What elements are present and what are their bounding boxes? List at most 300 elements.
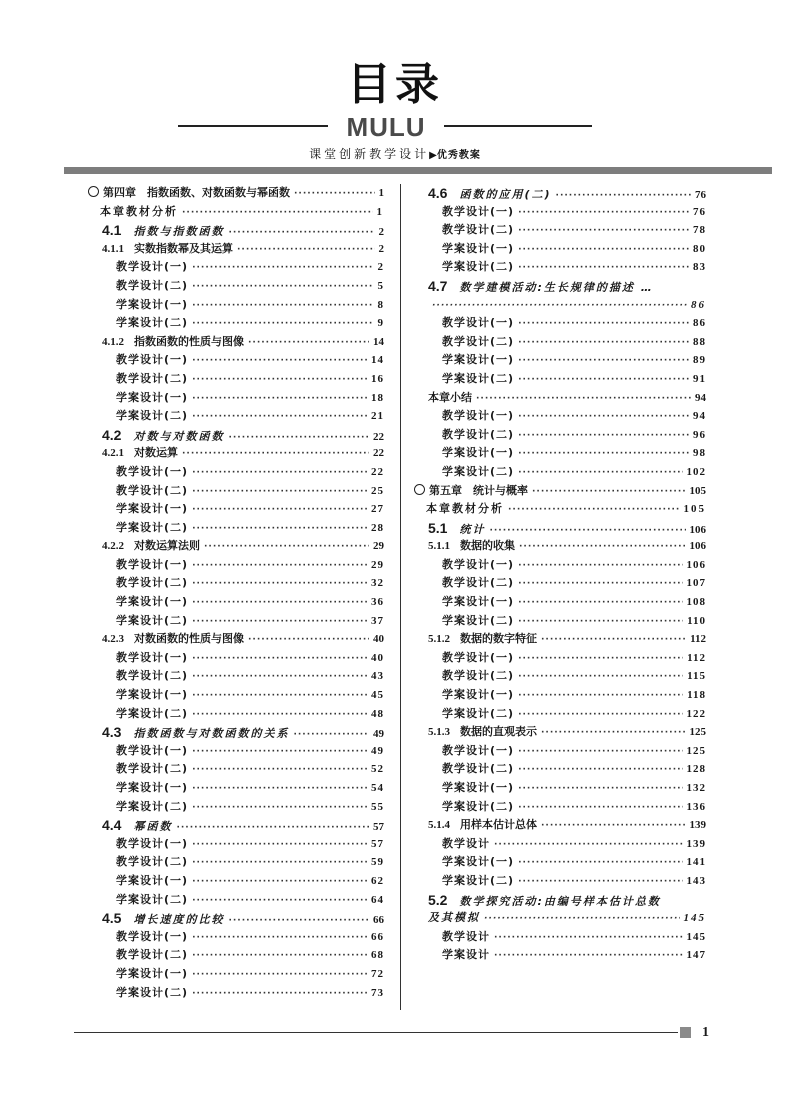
section-title: 对数运算法则 <box>134 539 200 553</box>
section-number: 5.1.3 <box>428 726 450 739</box>
toc-entry-title: 教学设计(二) <box>116 483 189 497</box>
dot-leader <box>494 947 683 965</box>
dot-leader <box>518 873 682 891</box>
toc-page-number: 136 <box>686 800 706 813</box>
dot-leader <box>192 278 373 296</box>
toc-entry[interactable] <box>88 407 384 426</box>
toc-entry[interactable] <box>414 482 706 501</box>
toc-entry[interactable] <box>88 537 384 556</box>
section-number: 4.2.3 <box>102 633 124 646</box>
toc-page-number: 8 <box>377 298 384 311</box>
toc-page-number: 66 <box>371 930 384 943</box>
section-number: 5.2 <box>428 891 448 908</box>
toc-entry-title: 学案设计(二) <box>116 706 189 720</box>
toc-entry[interactable] <box>88 463 384 482</box>
toc-page-number: 54 <box>371 782 384 794</box>
toc-entry-title: 教学设计(一) <box>116 353 189 367</box>
toc-entry[interactable] <box>88 482 384 501</box>
toc-entry[interactable] <box>414 184 706 203</box>
toc-entry[interactable] <box>414 798 706 817</box>
dot-leader <box>192 297 373 315</box>
toc-entry[interactable] <box>88 593 384 612</box>
toc-entry-title <box>428 630 537 649</box>
toc-entry[interactable] <box>88 277 384 296</box>
section-number: 4.7 <box>428 277 448 294</box>
toc-entry-title: 教学设计(一) <box>116 260 189 274</box>
dot-leader <box>508 501 680 519</box>
toc-entry-title: 教学设计(一) <box>442 409 515 423</box>
toc-right-column <box>414 184 706 965</box>
toc-page-number: 49 <box>371 744 384 757</box>
dot-leader <box>228 912 369 928</box>
dot-leader <box>192 743 367 761</box>
toc-entry[interactable] <box>88 240 384 259</box>
toc-entry[interactable] <box>414 760 706 779</box>
toc-entry-title <box>102 333 244 352</box>
toc-page-number: 40 <box>373 633 384 646</box>
toc-entry[interactable] <box>88 296 384 315</box>
section-number: 4.5 <box>102 910 122 927</box>
dot-leader <box>432 297 687 315</box>
toc-entry[interactable] <box>88 816 384 835</box>
section-number: 4.3 <box>102 724 122 741</box>
section-number: 4.2.2 <box>102 540 124 553</box>
dot-leader <box>556 187 691 203</box>
toc-entry-title: 本章教材分析 <box>100 204 178 218</box>
section-number: 4.1.1 <box>102 242 124 255</box>
dot-leader <box>192 259 373 277</box>
dot-leader <box>518 352 689 370</box>
toc-entry-title: 学案设计(二) <box>116 892 189 906</box>
dot-leader <box>192 799 367 817</box>
toc-entry[interactable] <box>88 760 384 779</box>
toc-entry-title: 教学设计(一) <box>116 743 189 757</box>
dot-leader <box>192 352 367 370</box>
toc-entry-title <box>428 519 485 538</box>
toc-entry[interactable] <box>414 296 706 315</box>
toc-entry[interactable] <box>414 742 706 761</box>
dot-leader <box>192 390 367 408</box>
toc-entry-title: 教学设计(一) <box>442 743 515 757</box>
dot-leader <box>192 408 367 426</box>
header-bar <box>64 167 772 174</box>
subtitle-text: 课堂创新教学设计 <box>309 147 430 161</box>
toc-entry-title: 学案设计(一) <box>442 781 515 794</box>
dot-leader <box>192 985 367 1003</box>
toc-entry[interactable] <box>414 463 706 482</box>
toc-entry[interactable] <box>414 389 706 408</box>
toc-page-number: 88 <box>693 335 706 348</box>
toc-entry[interactable] <box>414 277 706 296</box>
dot-leader <box>192 966 367 984</box>
dot-leader <box>518 799 682 817</box>
dot-leader <box>192 315 373 333</box>
toc-entry[interactable] <box>414 407 706 426</box>
toc-entry-title: 学案设计(二) <box>116 316 189 330</box>
toc-page-number: 52 <box>371 763 384 776</box>
toc-entry[interactable] <box>88 928 384 947</box>
toc-entry[interactable] <box>88 333 384 352</box>
toc-entry[interactable] <box>88 779 384 798</box>
toc-page-number: 128 <box>686 763 706 776</box>
dot-leader <box>192 668 367 686</box>
toc-entry[interactable] <box>88 389 384 408</box>
dot-leader <box>192 594 367 612</box>
toc-entry-title <box>102 909 224 928</box>
column-divider <box>400 184 401 1010</box>
toc-page-number: 108 <box>686 596 706 609</box>
toc-entry-title: 教学设计(一) <box>442 557 515 571</box>
toc-page-number: 73 <box>371 986 384 999</box>
toc-entry[interactable] <box>414 909 706 928</box>
toc-page-number: 118 <box>687 689 706 702</box>
toc-entry-title: 教学设计(二) <box>116 278 189 292</box>
dot-leader <box>518 315 689 333</box>
toc-page-number: 112 <box>687 651 706 664</box>
section-number: 4.4 <box>102 817 122 834</box>
toc-page-number: 49 <box>373 728 384 741</box>
toc-entry[interactable] <box>414 314 706 333</box>
dot-leader <box>192 947 367 965</box>
toc-entry-title: 教学设计(一) <box>116 650 189 664</box>
toc-entry[interactable] <box>414 928 706 947</box>
toc-entry-title: 教学设计(二) <box>442 223 515 237</box>
subtitle-tag: 优秀教案 <box>436 150 481 161</box>
toc-page-number: 5 <box>377 279 384 292</box>
toc-page-number: 22 <box>373 430 384 443</box>
toc-entry[interactable] <box>414 444 706 463</box>
toc-entry-title: 教学设计(二) <box>442 427 515 441</box>
toc-entry-title <box>428 816 537 835</box>
toc-entry[interactable] <box>414 574 706 593</box>
mulu-rule-left <box>178 125 328 127</box>
dot-leader <box>192 929 367 947</box>
toc-entry-title: 学案设计(二) <box>442 706 515 720</box>
toc-page-number: 91 <box>693 372 706 385</box>
toc-entry[interactable] <box>88 649 384 668</box>
dot-leader <box>518 259 689 277</box>
toc-entry[interactable] <box>414 333 706 352</box>
dot-leader <box>518 761 682 779</box>
toc-page-number: 64 <box>371 893 384 906</box>
toc-page-number: 94 <box>695 391 706 404</box>
toc-entry[interactable] <box>414 351 706 370</box>
toc-entry-title: 教学设计(二) <box>116 669 189 683</box>
toc-entry[interactable] <box>88 203 384 222</box>
dot-leader <box>518 371 689 389</box>
section-number: 4.1.2 <box>102 335 124 348</box>
toc-entry[interactable] <box>88 965 384 984</box>
dot-leader <box>192 520 367 538</box>
dot-leader <box>518 650 683 668</box>
toc-page-number: 14 <box>373 335 384 348</box>
toc-entry[interactable] <box>414 853 706 872</box>
toc-entry[interactable] <box>88 574 384 593</box>
toc-entry[interactable] <box>414 630 706 649</box>
toc-entry[interactable] <box>88 500 384 519</box>
toc-entry[interactable] <box>414 872 706 891</box>
toc-entry-title: 学案设计(一) <box>116 390 189 404</box>
toc-entry[interactable] <box>88 798 384 817</box>
toc-entry-title <box>428 891 661 910</box>
toc-entry[interactable] <box>414 500 706 519</box>
dot-leader <box>518 575 682 593</box>
toc-entry[interactable] <box>414 705 706 724</box>
toc-entry-title: 学案设计(一) <box>442 595 515 609</box>
toc-entry-title: 学案设计 <box>442 948 490 962</box>
toc-entry-title: 教学设计(一) <box>442 650 515 664</box>
toc-page-number: 76 <box>693 205 706 218</box>
toc-entry-title: 教学设计(一) <box>442 204 515 218</box>
toc-page-number: 22 <box>373 447 384 460</box>
toc-entry[interactable] <box>88 891 384 910</box>
toc-entry-title: 教学设计 <box>442 929 490 943</box>
dot-leader <box>518 445 689 463</box>
subtitle <box>0 146 790 164</box>
toc-entry-title <box>414 482 528 501</box>
toc-page-number: 145 <box>686 930 706 943</box>
dot-leader <box>494 929 683 947</box>
toc-entry[interactable] <box>88 909 384 928</box>
toc-entry-title: 学案设计(二) <box>442 260 515 274</box>
section-title: 指数函数与对数函数的关系 <box>133 727 290 741</box>
toc-entry[interactable] <box>88 184 384 203</box>
toc-entry[interactable] <box>414 723 706 742</box>
dot-leader <box>541 631 686 649</box>
mulu-rule-right <box>444 125 592 127</box>
toc-page-number: 45 <box>371 689 384 702</box>
toc-page-number: 29 <box>373 540 384 553</box>
section-number: 4.2.1 <box>102 447 124 460</box>
section-number: 4.6 <box>428 185 448 201</box>
toc-page-number: 32 <box>371 577 384 590</box>
toc-entry-title: 学案设计(二) <box>442 464 515 478</box>
toc-page-number: 59 <box>371 856 384 869</box>
section-title: 增长速度的比较 <box>133 913 225 927</box>
dot-leader <box>518 222 689 240</box>
toc-entry-title: 学案设计(一) <box>116 873 189 887</box>
toc-entry-title: 教学设计(二) <box>442 762 515 776</box>
toc-entry-title: 学案设计(二) <box>116 409 189 423</box>
toc-entry-title <box>102 221 224 240</box>
toc-entry-title: 学案设计(一) <box>442 241 515 255</box>
toc-entry[interactable] <box>88 742 384 761</box>
toc-entry[interactable] <box>414 779 706 798</box>
toc-entry[interactable] <box>414 667 706 686</box>
toc-page-number: 2 <box>378 226 384 239</box>
toc-entry[interactable] <box>88 872 384 891</box>
toc-entry-title: 本章教材分析 <box>426 502 504 516</box>
toc-entry[interactable] <box>88 314 384 333</box>
toc-entry-title: 教学设计 <box>442 836 490 850</box>
mulu-text: MULU <box>346 112 426 142</box>
toc-entry-title: 学案设计(二) <box>116 799 189 813</box>
toc-entry-title: 学案设计(一) <box>442 446 515 460</box>
section-title: 函数的应用(二) <box>459 188 552 201</box>
toc-page-number: 83 <box>693 261 706 274</box>
toc-page-number: 48 <box>371 707 384 720</box>
toc-entry[interactable] <box>88 612 384 631</box>
dot-leader <box>228 224 374 240</box>
section-title: 数据的直观表示 <box>460 725 537 739</box>
section-title: 对数与对数函数 <box>133 429 225 443</box>
dot-leader <box>192 464 367 482</box>
toc-entry-title: 教学设计(二) <box>116 762 189 776</box>
dot-leader <box>237 241 375 259</box>
toc-page-number: 76 <box>695 189 706 201</box>
dot-leader <box>518 613 683 631</box>
toc-entry-title <box>428 184 552 203</box>
toc-entry-title: 学案设计(一) <box>116 781 189 794</box>
toc-entry[interactable] <box>88 426 384 445</box>
toc-page-number: 143 <box>686 874 706 887</box>
toc-page-number: 18 <box>371 391 384 404</box>
toc-entry[interactable] <box>88 351 384 370</box>
circle-bullet-icon <box>414 484 425 495</box>
toc-page-number: 139 <box>686 837 706 850</box>
page-title: 目录 <box>347 59 443 110</box>
toc-entry[interactable] <box>88 705 384 724</box>
section-number: 5.1 <box>428 519 448 536</box>
toc-entry-title: 学案设计(二) <box>116 520 189 534</box>
mulu-heading <box>0 112 790 142</box>
toc-entry[interactable] <box>88 667 384 686</box>
dot-leader <box>518 408 689 426</box>
toc-page-number: 14 <box>371 354 384 367</box>
toc-entry[interactable] <box>414 519 706 538</box>
toc-page-number: 145 <box>683 912 706 925</box>
toc-page-number: 105 <box>683 503 706 516</box>
toc-entry[interactable] <box>414 426 706 445</box>
toc-entry[interactable] <box>414 593 706 612</box>
toc-page-number: 147 <box>686 949 706 962</box>
toc-page-number: 57 <box>371 837 384 850</box>
dot-leader <box>518 687 683 705</box>
section-title: 数据的收集 <box>460 539 515 553</box>
dot-leader <box>518 204 689 222</box>
toc-page-number: 62 <box>371 874 384 887</box>
toc-page-number: 68 <box>371 949 384 962</box>
toc-entry[interactable] <box>88 556 384 575</box>
toc-entry-title <box>102 240 233 259</box>
dot-leader <box>541 817 686 835</box>
toc-page-number: 86 <box>693 317 706 330</box>
toc-entry-title <box>102 723 289 742</box>
toc-entry-title: 教学设计(二) <box>442 669 515 683</box>
footer-rule <box>74 1032 678 1033</box>
dot-leader <box>532 483 686 501</box>
toc-entry[interactable] <box>414 835 706 854</box>
toc-entry[interactable] <box>414 686 706 705</box>
toc-entry-title: 学案设计(二) <box>442 799 515 813</box>
toc-entry[interactable] <box>414 816 706 835</box>
toc-entry[interactable] <box>88 835 384 854</box>
toc-entry-title: 学案设计(二) <box>442 873 515 887</box>
toc-entry[interactable] <box>414 203 706 222</box>
toc-entry[interactable] <box>414 649 706 668</box>
toc-entry[interactable] <box>414 221 706 240</box>
toc-page-number: 55 <box>371 800 384 813</box>
toc-entry[interactable] <box>88 221 384 240</box>
toc-page-number: 89 <box>693 354 706 367</box>
toc-entry[interactable] <box>414 891 706 910</box>
toc-entry[interactable] <box>88 723 384 742</box>
toc-entry[interactable] <box>414 946 706 965</box>
dot-leader <box>192 557 367 575</box>
dot-leader <box>192 613 367 631</box>
dot-leader <box>518 743 682 761</box>
toc-entry[interactable] <box>88 444 384 463</box>
toc-entry[interactable] <box>88 519 384 538</box>
toc-entry[interactable] <box>88 686 384 705</box>
toc-page-number: 2 <box>377 261 384 274</box>
dot-leader <box>192 854 367 872</box>
toc-page-number: 132 <box>686 782 706 794</box>
toc-entry-title: 教学设计(一) <box>116 836 189 850</box>
dot-leader <box>182 445 369 463</box>
dot-leader <box>541 724 686 742</box>
section-title: 统计 <box>459 522 486 536</box>
toc-page-number: 16 <box>371 372 384 385</box>
dot-leader <box>519 538 686 556</box>
toc-entry[interactable] <box>88 370 384 389</box>
toc-page-number: 40 <box>371 651 384 664</box>
toc-entry-title: 及其模拟 <box>428 911 480 925</box>
toc-page-number: 115 <box>687 670 706 683</box>
dot-leader <box>192 761 367 779</box>
dot-leader <box>518 464 682 482</box>
toc-page-number: 1 <box>376 205 384 218</box>
toc-entry[interactable] <box>414 612 706 631</box>
toc-entry-title: 学案设计(一) <box>442 688 515 702</box>
toc-entry[interactable] <box>414 370 706 389</box>
toc-entry[interactable] <box>88 258 384 277</box>
toc-entry-title: 教学设计(一) <box>116 929 189 943</box>
toc-page-number: 106 <box>689 540 706 553</box>
toc-entry[interactable] <box>414 240 706 259</box>
toc-entry-title: 教学设计(二) <box>116 855 189 869</box>
toc-page-number: 141 <box>686 856 706 869</box>
toc-entry[interactable] <box>414 537 706 556</box>
toc-entry[interactable] <box>414 556 706 575</box>
toc-entry[interactable] <box>88 984 384 1003</box>
toc-entry[interactable] <box>88 946 384 965</box>
dot-leader <box>518 668 683 686</box>
toc-entry-title <box>428 277 654 296</box>
toc-page-number: 86 <box>691 298 706 311</box>
toc-page-number: 102 <box>686 465 706 478</box>
toc-entry-title: 教学设计(一) <box>116 557 189 571</box>
toc-entry-title: 学案设计(一) <box>116 966 189 980</box>
toc-entry-title: 学案设计(二) <box>442 613 515 627</box>
toc-page-number: 94 <box>693 410 706 423</box>
toc-page-number: 125 <box>689 726 706 739</box>
toc-entry[interactable] <box>88 853 384 872</box>
toc-page-number: 66 <box>373 914 384 927</box>
dot-leader <box>192 650 367 668</box>
toc-entry[interactable] <box>414 258 706 277</box>
toc-entry-title: 学案设计(一) <box>116 688 189 702</box>
dot-leader <box>192 892 367 910</box>
toc-entry-title: 学案设计(一) <box>116 502 189 516</box>
footer-square <box>680 1027 691 1038</box>
dot-leader <box>204 538 369 556</box>
dot-leader <box>248 334 369 352</box>
toc-page-number: 27 <box>371 503 384 516</box>
toc-page-number: 96 <box>693 428 706 441</box>
dot-leader <box>518 780 682 798</box>
toc-entry[interactable] <box>88 630 384 649</box>
